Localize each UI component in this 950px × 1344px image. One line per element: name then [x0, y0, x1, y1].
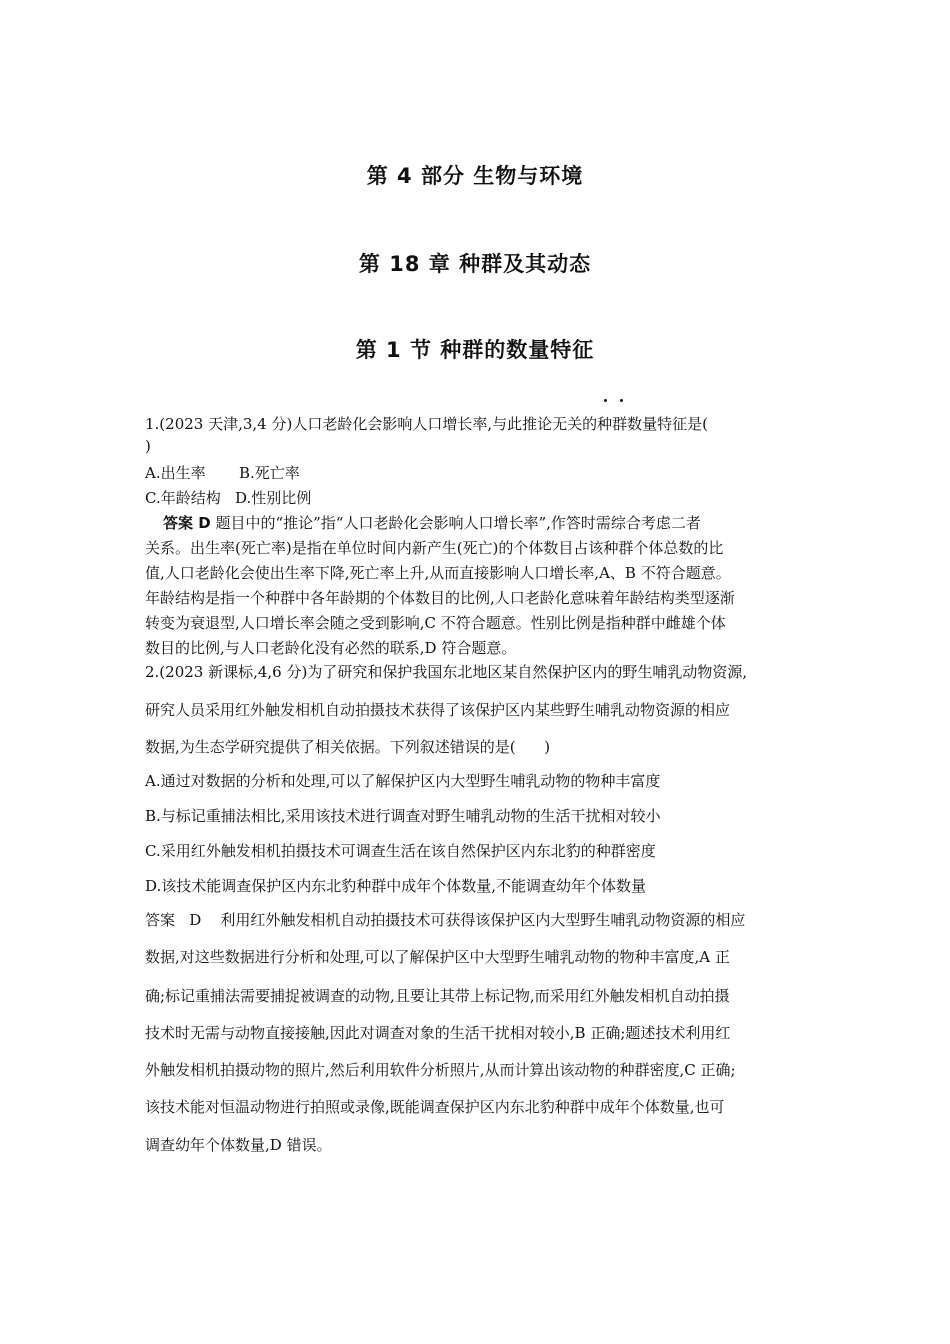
q2-option-d: D.该技术能调查保护区内东北豹种群中成年个体数量,不能调查幼年个体数量	[145, 877, 647, 895]
section-title: 第 1 节 种群的数量特征	[355, 338, 595, 362]
q2-answer-line: 数据,对这些数据进行分析和处理,可以了解保护区中大型野生哺乳动物的物种丰富度,A 正	[145, 948, 730, 966]
answer-label: 答案 D	[163, 514, 211, 532]
q2-answer-line: 确;标记重捕法需要捕捉被调查的动物,且要让其带上标记物,而采用红外触发相机自动拍摄	[145, 987, 730, 1005]
q1-answer-text: 题目中的“推论”指“人口老龄化会影响人口增长率”,作答时需综合考虑二者	[210, 514, 701, 532]
q1-answer-line: 关系。出生率(死亡率)是指在单位时间内新产生(死亡)的个体数目占该种群个体总数的比	[145, 539, 724, 557]
q2-answer-line: 技术时无需与动物直接接触,因此对调查对象的生活干扰相对较小,B 正确;题述技术利用红	[145, 1024, 731, 1042]
q1-answer-line: 值,人口老龄化会使出生率下降,死亡率上升,从而直接影响人口增长率,A、B 不符合题意。	[145, 564, 731, 582]
q2-option-a: A.通过对数据的分析和处理,可以了解保护区内大型野生哺乳动物的物种丰富度	[145, 772, 661, 790]
q2-answer-line: 调查幼年个体数量,D 错误。	[145, 1136, 332, 1154]
q2-stem-line: 研究人员采用红外触发相机自动拍摄技术获得了该保护区内某些野生哺乳动物资源的相应	[145, 701, 731, 719]
q1-options-ab: A.出生率 B.死亡率	[145, 464, 300, 482]
q2-stem-line: 数据,为生态学研究提供了相关依据。下列叙述错误的是( )	[145, 738, 551, 756]
q1-options-cd: C.年龄结构 D.性别比例	[145, 489, 312, 507]
q2-option-b: B.与标记重捕法相比,采用该技术进行调查对野生哺乳动物的生活干扰相对较小	[145, 807, 661, 825]
q1-answer-line: 年龄结构是指一个种群中各年龄期的个体数目的比例,人口老龄化意味着年龄结构类型逐渐	[145, 589, 735, 607]
q2-option-c: C.采用红外触发相机拍摄技术可调查生活在该自然保护区内东北豹的种群密度	[145, 842, 656, 860]
q1-answer-line: 转变为衰退型,人口增长率会随之受到影响,C 不符合题意。性别比例是指种群中雌雄个体	[145, 614, 726, 632]
chapter-title: 第 18 章 种群及其动态	[358, 252, 592, 276]
q2-stem-line: 2.(2023 新课标,4,6 分)为了研究和保护我国东北地区某自然保护区内的野生哺乳动物资源,	[145, 663, 748, 681]
q1-stem-line: )	[145, 437, 151, 455]
q2-answer-line: 该技术能对恒温动物进行拍照或录像,既能调查保护区内东北豹种群中成年个体数量,也可	[145, 1098, 725, 1116]
q2-answer-line: 外触发相机拍摄动物的照片,然后利用软件分析照片,从而计算出该动物的种群密度,C 正确;	[145, 1061, 736, 1079]
q2-answer-line: 答案 D 利用红外触发相机自动拍摄技术可获得该保护区内大型野生哺乳动物资源的相应	[145, 911, 746, 929]
emphasis-dot	[604, 399, 607, 402]
part-title: 第 4 部分 生物与环境	[366, 164, 584, 188]
q1-answer-line	[163, 512, 701, 533]
emphasis-dot	[620, 399, 623, 402]
q1-stem-line: 1.(2023 天津,3,4 分)人口老龄化会影响人口增长率,与此推论无关的种群数量特征是(	[145, 415, 708, 433]
q1-answer-line: 数目的比例,与人口老龄化没有必然的联系,D 符合题意。	[145, 639, 517, 657]
